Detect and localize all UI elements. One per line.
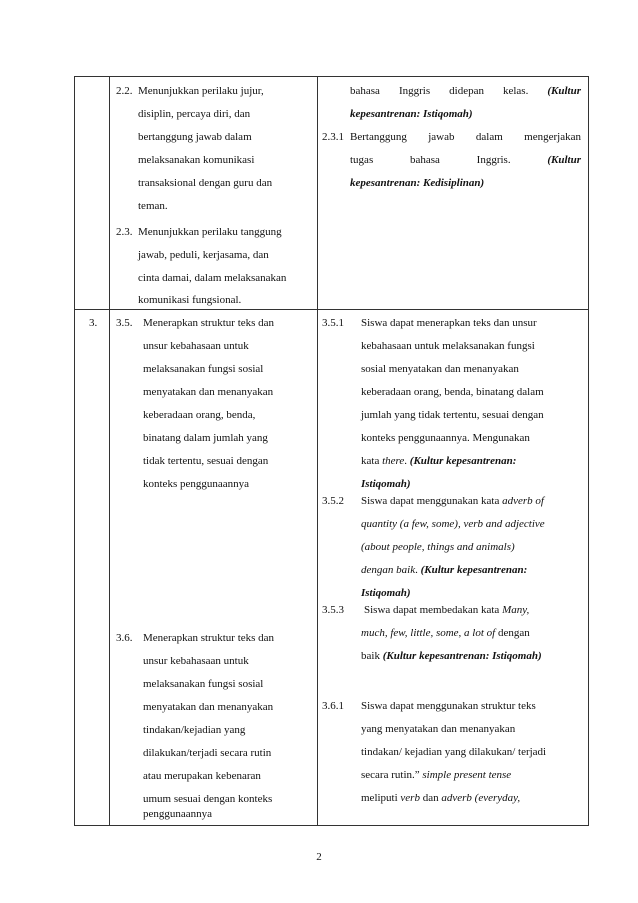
indicator-line: Siswa dapat menggunakan struktur teks <box>361 700 536 712</box>
indicator-number: 3.5.2 <box>322 495 344 507</box>
text-run-italic: dengan baik <box>361 564 416 576</box>
page-number: 2 <box>316 851 322 863</box>
indicator-line: keberadaan orang, benda, binatang dalam <box>361 386 544 398</box>
column-divider-kd <box>317 76 318 826</box>
word: jawab <box>428 131 455 143</box>
kd-line: melaksanakan komunikasi <box>138 154 255 166</box>
kd-line: tidak tertentu, sesuai dengan <box>143 455 269 467</box>
kd-line: komunikasi fungsional. <box>138 294 242 306</box>
indicator-line: Istiqomah) <box>361 587 411 599</box>
kd-line: konteks penggunaannya <box>143 478 249 490</box>
indicator-line: Siswa dapat menerapkan teks dan unsur <box>361 317 537 329</box>
kd-line: unsur kebahasaan untuk <box>143 655 249 667</box>
kd-line: atau merupakan kebenaran <box>143 770 261 782</box>
word: Inggris <box>398 85 431 97</box>
indicator-line <box>361 494 544 508</box>
indicator-line: quantity (a few, some), verb and adjective <box>361 518 545 530</box>
kd-line: Menunjukkan perilaku jujur, <box>138 85 264 97</box>
kd-line: Menunjukkan perilaku tanggung <box>138 226 282 238</box>
text-run-italic: verb <box>400 792 420 804</box>
word: Bertanggung <box>350 131 407 143</box>
word: (Kultur <box>547 154 581 166</box>
table-bottom-border <box>74 825 589 826</box>
word: mengerjakan <box>524 131 581 143</box>
kd-line: disiplin, percaya diri, dan <box>138 108 251 120</box>
indicator-number: 3.6.1 <box>322 700 344 712</box>
kd-number: 3.5. <box>116 317 133 329</box>
word: bahasa <box>350 85 380 97</box>
indicator-line <box>361 454 516 468</box>
kd-line: melaksanakan fungsi sosial <box>143 678 264 690</box>
kd-line: Menerapkan struktur teks dan <box>143 317 275 329</box>
text-run: dengan <box>495 627 530 639</box>
row-divider <box>74 309 589 310</box>
text-run-italic: much, few, little, some, a lot of <box>361 627 496 639</box>
kd-line: dilakukan/terjadi secara rutin <box>143 747 272 759</box>
kd-line: jawab, peduli, kerjasama, dan <box>138 249 269 261</box>
kd-number: 2.3. <box>116 226 133 238</box>
table-left-border <box>74 76 75 826</box>
kd-number: 2.2. <box>116 85 133 97</box>
kd-line: keberadaan orang, benda, <box>143 409 256 421</box>
indicator-number: 3.5.1 <box>322 317 344 329</box>
indicator-line <box>361 626 530 640</box>
kd-line: unsur kebahasaan untuk <box>143 340 249 352</box>
text-run-italic: there <box>382 455 405 467</box>
word: didepan <box>449 85 484 97</box>
text-run-italic: simple present tense <box>422 769 512 781</box>
text-run-italic: adverb of <box>502 495 544 507</box>
indicator-line: kepesantrenan: Kedisiplinan) <box>350 177 485 189</box>
table-top-border <box>74 76 589 77</box>
word: Inggris. <box>476 154 511 166</box>
indicator-line <box>361 649 542 663</box>
kd-line: menyatakan dan menanyakan <box>143 386 274 398</box>
text-run-bold: (Kultur kepesantrenan: Istiqomah) <box>382 650 542 662</box>
kd-line: cinta damai, dalam melaksanakan <box>138 272 287 284</box>
kd-line: penggunaannya <box>143 808 213 820</box>
indicator-line <box>361 768 511 782</box>
text-run: dan <box>419 792 442 804</box>
kd-line: menyatakan dan menanyakan <box>143 701 274 713</box>
text-run: Siswa dapat menggunakan kata <box>361 495 503 507</box>
text-run: kata <box>361 455 383 467</box>
kd-line: tindakan/kejadian yang <box>143 724 246 736</box>
table-right-border <box>588 76 589 826</box>
kd-number: 3.6. <box>116 632 133 644</box>
indicator-line: Istiqomah) <box>361 478 411 490</box>
word: tugas <box>350 154 374 166</box>
text-run: Siswa dapat membedakan kata <box>364 604 503 616</box>
indicator-number: 2.3.1 <box>322 131 344 143</box>
word: kelas. <box>502 85 529 97</box>
column-divider-no <box>109 76 110 826</box>
text-run-italic: adverb (everyday, <box>441 792 521 804</box>
text-run: baik <box>361 650 383 662</box>
kd-line: bertanggung jawab dalam <box>138 131 252 143</box>
indicator-number: 3.5.3 <box>322 604 344 616</box>
text-run: secara rutin.” <box>361 769 423 781</box>
kd-line: transaksional dengan guru dan <box>138 177 273 189</box>
text-run: . <box>415 564 421 576</box>
indicator-line-justified <box>350 84 581 98</box>
indicator-line: yang menyatakan dan menanyakan <box>361 723 516 735</box>
indicator-line: konteks penggunaannya. Mengunakan <box>361 432 530 444</box>
text-run: meliputi <box>361 792 401 804</box>
kd-line: umum sesuai dengan konteks <box>143 793 273 805</box>
kd-line: teman. <box>138 200 168 212</box>
indicator-line <box>364 603 529 617</box>
word: dalam <box>475 131 503 143</box>
indicator-line <box>361 791 520 805</box>
kd-line: melaksanakan fungsi sosial <box>143 363 264 375</box>
indicator-line-justified <box>350 130 581 144</box>
text-run: . <box>404 455 410 467</box>
kd-line: Menerapkan struktur teks dan <box>143 632 275 644</box>
word: bahasa <box>409 154 440 166</box>
text-run-bold: (Kultur kepesantrenan: <box>409 455 517 467</box>
indicator-line <box>361 563 527 577</box>
indicator-line-justified <box>350 153 581 167</box>
indicator-line: tindakan/ kejadian yang dilakukan/ terjadi <box>361 746 547 758</box>
indicator-line: jumlah yang tidak tertentu, sesuai dengan <box>361 409 544 421</box>
word: (Kultur <box>547 85 581 97</box>
row-number: 3. <box>89 317 98 329</box>
indicator-line: kepesantrenan: Istiqomah) <box>350 108 473 120</box>
kd-line: binatang dalam jumlah yang <box>143 432 268 444</box>
indicator-line: kebahasaan untuk melaksanakan fungsi <box>361 340 535 352</box>
text-run-italic: Many, <box>502 604 530 616</box>
indicator-line: (about people, things and animals) <box>361 541 515 553</box>
indicator-line: sosial menyatakan dan menanyakan <box>361 363 519 375</box>
text-run-bold: (Kultur kepesantrenan: <box>420 564 528 576</box>
